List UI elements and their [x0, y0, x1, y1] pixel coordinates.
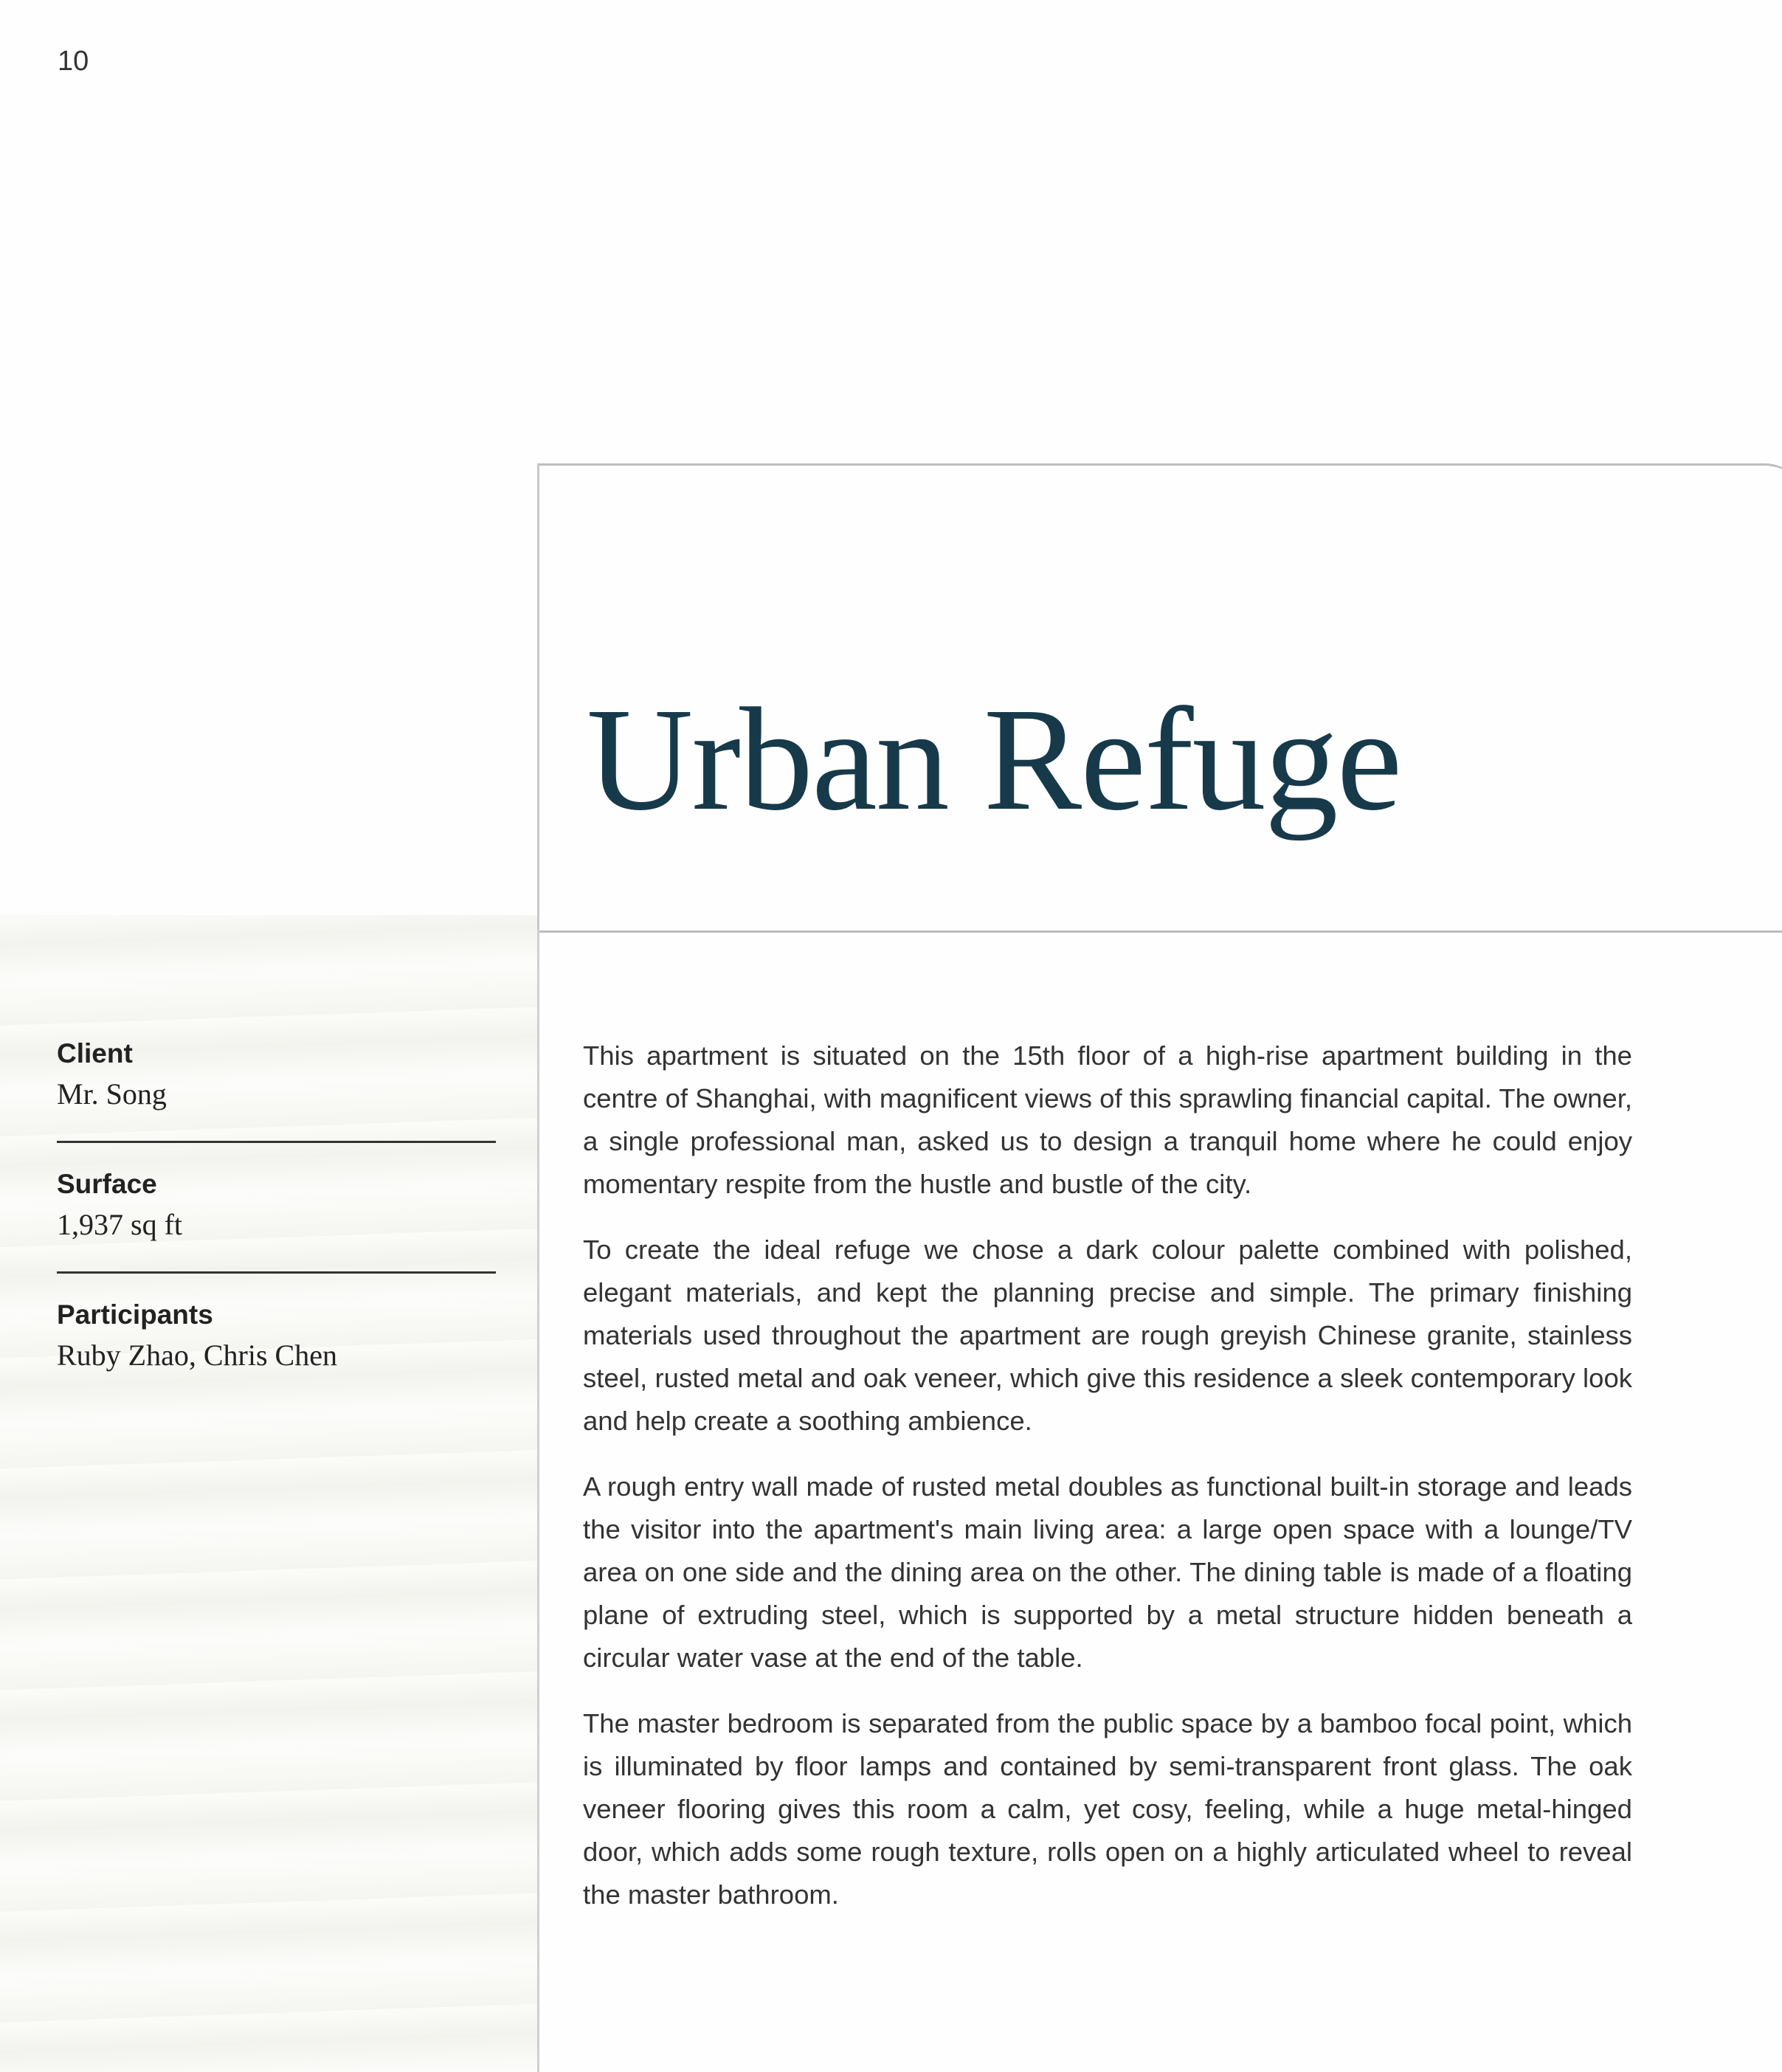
client-value: Mr. Song — [57, 1077, 167, 1111]
page-title: Urban Refuge — [587, 678, 1401, 841]
participants-label: Participants — [57, 1299, 213, 1330]
divider — [57, 1141, 496, 1143]
surface-value: 1,937 sq ft — [57, 1208, 182, 1241]
paragraph: The master bedroom is separated from the public space by a bamboo focal point, which is illuminated by floor lamps and contained by semi-transparent front glass. The oak veneer flooring gives this room a calm, yet cosy, feeling, while a huge metal-hinged door, which adds some rough texture, rolls open on a highly articulated wheel to reveal the master bathroom. — [583, 1708, 1632, 1910]
body-text — [583, 1035, 1632, 1939]
page-number: 10 — [58, 46, 89, 77]
paragraph: To create the ideal refuge we chose a dark colour palette combined with polished, elegant materials, and kept the planning precise and simple. The primary finishing materials used throughout the apartment are rough greyish Chinese granite, stainless steel, rusted metal and oak veneer, which give this residence a sleek contemporary look and help create a soothing ambience. — [583, 1234, 1632, 1436]
participants-value: Ruby Zhao, Chris Chen — [57, 1339, 337, 1372]
surface-label: Surface — [57, 1169, 157, 1199]
paragraph: This apartment is situated on the 15th floor of a high-rise apartment building in the centre of Shanghai, with magnificent views of this sprawling financial capital. The owner, a single professional man, asked us to design a tranquil home where he could enjoy momentary respite from the hustle and bustle of the city. — [583, 1040, 1632, 1199]
column-divider — [537, 928, 539, 2072]
paragraph: A rough entry wall made of rusted metal doubles as functional built-in storage and leads the visitor into the apartment's main living area: a large open space with a lounge/TV area on one side and the dining area on the other. The dining table is made of a floating plane of extruding steel, which is supported by a metal structure hidden beneath a circular water vase at the end of the table. — [583, 1471, 1632, 1673]
divider — [57, 1271, 496, 1274]
project-details — [57, 1035, 496, 1377]
client-label: Client — [57, 1038, 133, 1068]
